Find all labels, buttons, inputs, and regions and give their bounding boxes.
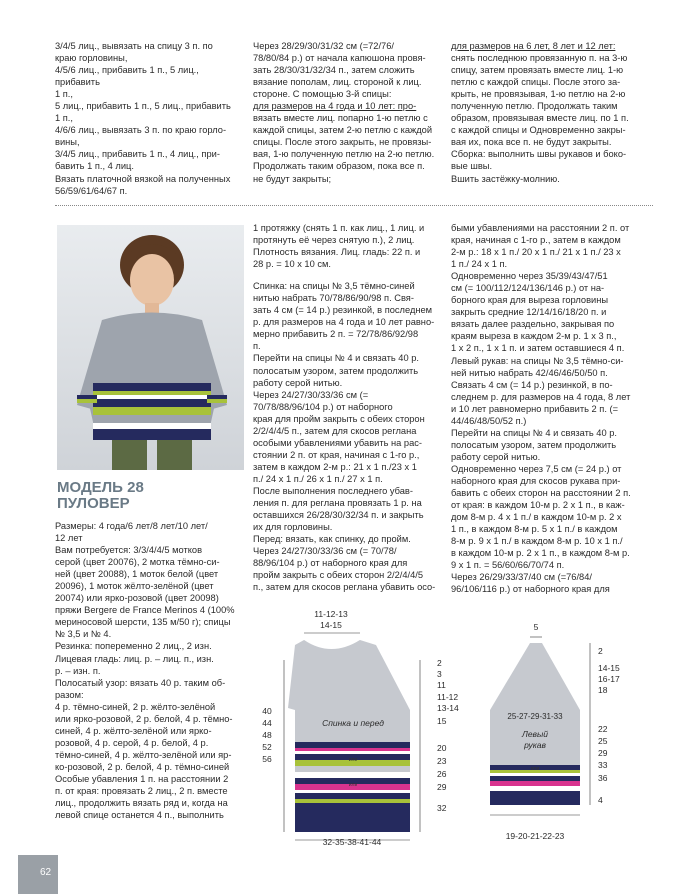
dim-label: 25	[598, 736, 608, 746]
text-line: петлю с каждой спицы. После этого за-	[451, 77, 621, 88]
text-line: 9 х 1 п. = 56/60/66/70/74 п.	[451, 560, 565, 571]
text-line: спицы. После этого закрыть, не провязы-	[253, 137, 432, 148]
stripe-label: или	[348, 757, 358, 763]
text-line: Вязать платочной вязкой на полученных	[55, 173, 231, 184]
text-line: Перейти на спицы № 4 и связать 40 р.	[253, 353, 419, 364]
text-line: вая, 1-ю полученную петлю на 2-ю петлю.	[253, 149, 435, 160]
text-line: 78/80/84 р.) от начала капюшона провя-	[253, 53, 426, 64]
dim-label: 32	[437, 803, 447, 813]
text-line: каждой спицы, затем 2-ю петлю с каждой	[253, 125, 433, 136]
text-line: краю горловины,	[55, 53, 128, 64]
text-line: После выполнения последнего убав-	[253, 485, 413, 496]
text-line: полосатым узором, затем продолжить	[253, 365, 419, 376]
text-line: бавить 1 п., 4 лиц.	[55, 161, 134, 172]
text-line: краям выреза в каждом 2-м р. 1 х 3 п.,	[451, 331, 617, 342]
dim-label: 52	[262, 742, 272, 752]
text-line: 3/4/5 лиц., вывязать на спицу 3 п. по	[55, 41, 213, 51]
text-line: вая их, пока все п. не будут закрыты.	[451, 137, 612, 148]
text-line: в каждом 10-м р. 2 х 1 п., в каждом 8-м р.	[451, 548, 630, 559]
text-line: с каждой спицы и Одновременно закры-	[451, 125, 626, 136]
text-line: полученную петлю. Продолжать таким	[451, 101, 618, 112]
continuation-column-3	[451, 40, 651, 185]
text-line: Левый рукав: на спицы № 3,5 тёмно-си-	[451, 355, 624, 366]
text-line: 96/106/116 р.) от наборного края для	[451, 584, 610, 595]
text-line: 1 х 2 п., 1 х 1 п. и затем оставшиеся 4 п.	[451, 343, 625, 354]
text-line: для размеров на 6 лет, 8 лет и 12 лет:	[451, 41, 616, 51]
text-line: ней (цвет 20088), 1 моток белой (цвет	[55, 569, 219, 580]
text-line: Плотность вязания. Лиц. гладь: 22 п. и	[253, 247, 421, 258]
text-line: 4 р. тёмно-синей, 2 р. жёлто-зелёной	[55, 701, 216, 712]
dim-label: 2	[598, 646, 603, 656]
stripe-label: или	[348, 782, 358, 788]
text-line: р. – изн. п.	[55, 665, 101, 676]
text-line: ко-розовой, 2 р. белой, 4 р. тёмно-синей	[55, 761, 230, 772]
spacer	[253, 270, 443, 280]
text-line: 12 лет	[55, 533, 83, 544]
stripe-label: или	[530, 766, 540, 772]
text-line: 2/2/4/4/5 п., затем для скосов реглана	[253, 425, 417, 436]
text-line: закрыть средние 12/14/16/18/20 п. и	[451, 307, 607, 318]
text-line: не будут закрыты;	[253, 173, 332, 184]
text-line: 5 лиц., прибавить 1 п., 5 лиц., прибавить	[55, 101, 231, 112]
text-line: синей, 4 р. жёлто-зелёной или ярко-	[55, 725, 212, 736]
dim-label: 29	[598, 748, 608, 758]
text-line: лиц., продолжить вязать ряд и, когда на	[55, 798, 228, 809]
text-line: спицу, затем провязать вместе лиц. 1-ю	[451, 65, 624, 76]
text-line: работу серой нитью.	[253, 377, 343, 388]
text-line: розовой, 4 р. серой, 4 р. белой, 4 р.	[55, 737, 209, 748]
sleeve-schema	[480, 615, 645, 845]
text-line: пряжи Bergere de France Merinos 4 (100%	[55, 605, 235, 616]
schema-title: Левый	[522, 729, 548, 739]
text-line: № 3,5 и № 4.	[55, 629, 112, 640]
dim-label: 14-15	[320, 620, 342, 630]
text-line: мерно прибавить 2 п. = 72/78/86/92/98	[253, 329, 419, 340]
text-line: вязать далее раздельно, закрывая по	[451, 319, 615, 330]
text-line: 88/96/104 р.) от наборного края для	[253, 558, 408, 569]
text-line: 2-м р.: 18 х 1 п./ 20 х 1 п./ 21 х 1 п./ 23 х	[451, 247, 621, 258]
text-line: Сборка: выполнить швы рукавов и боко-	[451, 149, 627, 160]
text-line: п. от края: провязать 2 лиц., 2 п. вместе	[55, 786, 228, 797]
text-line: вязание пополам, лиц. стороной к лиц.	[253, 77, 422, 88]
text-line: стороне. С помощью 3-й спицы:	[253, 89, 392, 100]
text-line: Через 26/29/33/37/40 см (=76/84/	[451, 572, 592, 583]
schema-title: рукав	[524, 740, 546, 750]
dim-label: 32-35-38-41-44	[322, 837, 382, 847]
text-line: особыми убавлениями убавить на рас-	[253, 437, 422, 448]
body-schema	[250, 600, 460, 848]
text-line: Спинка: на спицы № 3,5 тёмно-синей	[253, 281, 415, 292]
schema-title: Спинка и перед	[322, 718, 384, 728]
text-line: края для пройм закрыть с обеих сторон	[253, 413, 425, 424]
text-line: работу серой нитью.	[451, 451, 541, 462]
continuation-column-1	[55, 40, 245, 197]
text-line: вины,	[55, 137, 80, 148]
text-line: п.	[253, 341, 261, 352]
dim-label: 26	[437, 769, 447, 779]
dim-label: 25-27-29-31-33	[507, 712, 563, 721]
dim-label: 40	[262, 706, 272, 716]
text-line: их для горловины.	[253, 522, 333, 533]
text-line: Одновременно через 35/39/43/47/51	[451, 271, 608, 282]
dim-label: 22	[598, 724, 608, 734]
dim-label: 56	[262, 754, 272, 764]
text-line: зать 28/30/31/32/34 п., затем сложить	[253, 65, 415, 76]
text-line: стоянии 2 п. от края, начиная с 1-го р.,	[253, 449, 420, 460]
dim-label: 33	[598, 760, 608, 770]
text-line: см (= 100/112/124/136/146 р.) от на-	[451, 283, 605, 294]
text-line: Полосатый узор: вязать 40 р. таким об-	[55, 677, 226, 688]
text-line: бавить с обеих сторон на расстоянии 2 п.	[451, 488, 631, 499]
model-name: ПУЛОВЕР	[57, 495, 130, 512]
text-line: следнем р. для размеров на 4 года, 8 лет	[451, 391, 631, 402]
dim-label: 2	[437, 658, 442, 668]
dim-label: 11	[437, 680, 446, 690]
text-line: борного края для выреза горловины	[451, 295, 609, 306]
dim-label: 18	[598, 685, 608, 695]
text-line: Через 28/29/30/31/32 см (=72/76/	[253, 41, 394, 51]
text-line: и 10 лет равномерно прибавить 2 п. (=	[451, 403, 619, 414]
text-line: снять последнюю провязанную п. на 3-ю	[451, 53, 628, 64]
text-line: п./ 24 х 1 п./ 26 х 1 п./ 27 х 1 п.	[253, 473, 383, 484]
text-line: Лицевая гладь: лиц. р. – лиц. п., изн.	[55, 653, 214, 664]
text-line: крыть, не провязывая, 1-ю петлю на 2-ю	[451, 89, 626, 100]
text-line: п., затем для скосов реглана убавить осо-	[253, 582, 436, 593]
dim-label: 15	[437, 716, 447, 726]
text-line: вязать вместе лиц. попарно 1-ю петлю с	[253, 113, 428, 124]
text-line: Вам потребуется: 3/3/4/4/5 мотков	[55, 545, 203, 556]
text-line: Размеры: 4 года/6 лет/8 лет/10 лет/	[55, 521, 208, 531]
text-line: тёмно-синей, 4 р. жёлто-зелёной или яр-	[55, 749, 232, 760]
dim-label: 11-12	[437, 692, 459, 702]
page-number: 62	[40, 867, 52, 878]
dim-label: 4	[598, 795, 603, 805]
dim-label: 36	[598, 773, 608, 783]
text-line: 1 п.,	[55, 113, 73, 124]
text-line: оставшихся 26/28/30/32/34 п. и закрыть	[253, 510, 424, 521]
text-line: 4/5/6 лиц., прибавить 1 п., 5 лиц., прибавить	[55, 65, 199, 88]
text-line: протянуть её через снятую п.), 2 лиц.	[253, 235, 415, 246]
text-line: нитью набрать 70/78/86/90/98 п. Свя-	[253, 293, 414, 304]
text-line: полосатым узором, затем продолжить	[451, 439, 617, 450]
text-line: пройм закрыть с обеих сторон 2/2/4/4/5	[253, 570, 424, 581]
text-line: Перейти на спицы № 4 и связать 40 р.	[451, 427, 617, 438]
page-number-tab	[18, 855, 58, 894]
text-line: 1 протяжку (снять 1 п. как лиц., 1 лиц. и	[253, 223, 425, 233]
dim-label: 3	[437, 669, 442, 679]
text-line: Резинка: попеременно 2 лиц., 2 изн.	[55, 641, 212, 652]
dim-label: 14-15	[598, 663, 620, 673]
text-line: 4/6/6 лиц., вывязать 3 п. по краю горло-	[55, 125, 227, 136]
text-line: Перед: вязать, как спинку, до пройм.	[253, 534, 411, 545]
text-line: от края: в каждом 10-м р. 2 х 1 п., в каж-	[451, 500, 625, 511]
text-line: Особые убавления 1 п. на расстоянии 2	[55, 773, 229, 784]
dim-label: 5	[533, 622, 539, 632]
dim-label: 16-17	[598, 674, 620, 684]
text-line: наборного края для скосов рукава при-	[451, 475, 621, 486]
text-line: или ярко-розовой, 2 р. белой, 4 р. тёмно-	[55, 713, 233, 724]
dim-label: 20	[437, 743, 447, 753]
text-line: 3/4/5 лиц., прибавить 1 п., 4 лиц., при-	[55, 149, 220, 160]
text-line: 8-м р. 9 х 1 п./ в каждом 8-м р. 10 х 1 п./	[451, 536, 623, 547]
text-line: зать 4 см (= 14 р.) резинкой, в последнем	[253, 305, 433, 316]
text-line: 70/78/88/96/104 р.) от наборного	[253, 401, 393, 412]
text-line: Через 24/27/30/33/36 см (=	[253, 389, 369, 400]
text-line: затем в каждом 2-м р.: 21 х 1 п./23 х 1	[253, 461, 417, 472]
text-line: вые швы.	[451, 161, 493, 172]
dim-label: 44	[262, 718, 272, 728]
text-line: Продолжать таким образом, пока все п.	[253, 161, 425, 172]
text-line: серой (цвет 20076), 2 мотка тёмно-си-	[55, 557, 220, 568]
text-line: для размеров на 4 года и 10 лет: про-	[253, 101, 417, 112]
text-line: 28 р. = 10 х 10 см.	[253, 259, 331, 270]
dim-label: 11-12-13	[314, 609, 348, 619]
text-line: мериносовой шерсти, 135 м/50 г); спицы	[55, 617, 231, 628]
instructions-column-3	[451, 222, 651, 595]
dim-label: 48	[262, 730, 272, 740]
text-line: 20096), 1 моток жёлто-зелёной (цвет	[55, 581, 214, 592]
model-label: МОДЕЛЬ 28	[57, 479, 144, 496]
text-line: 56/59/61/64/67 п.	[55, 185, 128, 196]
text-line: Одновременно через 7,5 см (= 24 р.) от	[451, 463, 622, 474]
text-line: 20074) или ярко-розовой (цвет 20098)	[55, 593, 219, 604]
model-photo	[57, 225, 244, 470]
text-line: края, начиная с 1-го р., затем в каждом	[451, 235, 621, 246]
dim-label: 29	[437, 782, 447, 792]
text-line: ней нитью набрать 42/46/46/50/50 п.	[451, 367, 608, 378]
materials-column	[55, 520, 247, 821]
text-line: дом 8-м р. 4 х 1 п./ в каждом 10-м р. 2 х	[451, 512, 622, 523]
text-line: Связать 4 см (= 14 р.) резинкой, в по-	[451, 379, 613, 390]
text-line: быми убавлениями на расстоянии 2 п. от	[451, 223, 630, 233]
text-line: разом:	[55, 689, 84, 700]
text-line: ления п. для реглана провязать 1 р. на	[253, 498, 422, 509]
text-line: 1 п.,	[55, 89, 73, 100]
text-line: левой спице останется 4 п., выполнить	[55, 810, 224, 821]
text-line: 44/46/48/50/52 п.)	[451, 415, 527, 426]
text-line: 1 п., в каждом 8-м р. 5 х 1 п./ в каждом	[451, 524, 618, 535]
section-divider	[55, 205, 653, 206]
dim-label: 19-20-21-22-23	[505, 831, 565, 841]
dim-label: 23	[437, 756, 447, 766]
text-line: образом, провязывая вместе лиц. по 1 п.	[451, 113, 629, 124]
continuation-column-2	[253, 40, 443, 185]
text-line: Вшить застёжку-молнию.	[451, 173, 560, 184]
text-line: р. для размеров на 4 года и 10 лет равно-	[253, 317, 435, 328]
text-line: 1 п./ 24 х 1 п.	[451, 259, 508, 270]
instructions-column-2	[253, 222, 443, 593]
text-line: Через 24/27/30/33/36 см (= 70/78/	[253, 546, 397, 557]
dim-label: 13-14	[437, 703, 459, 713]
model-heading	[57, 480, 144, 512]
